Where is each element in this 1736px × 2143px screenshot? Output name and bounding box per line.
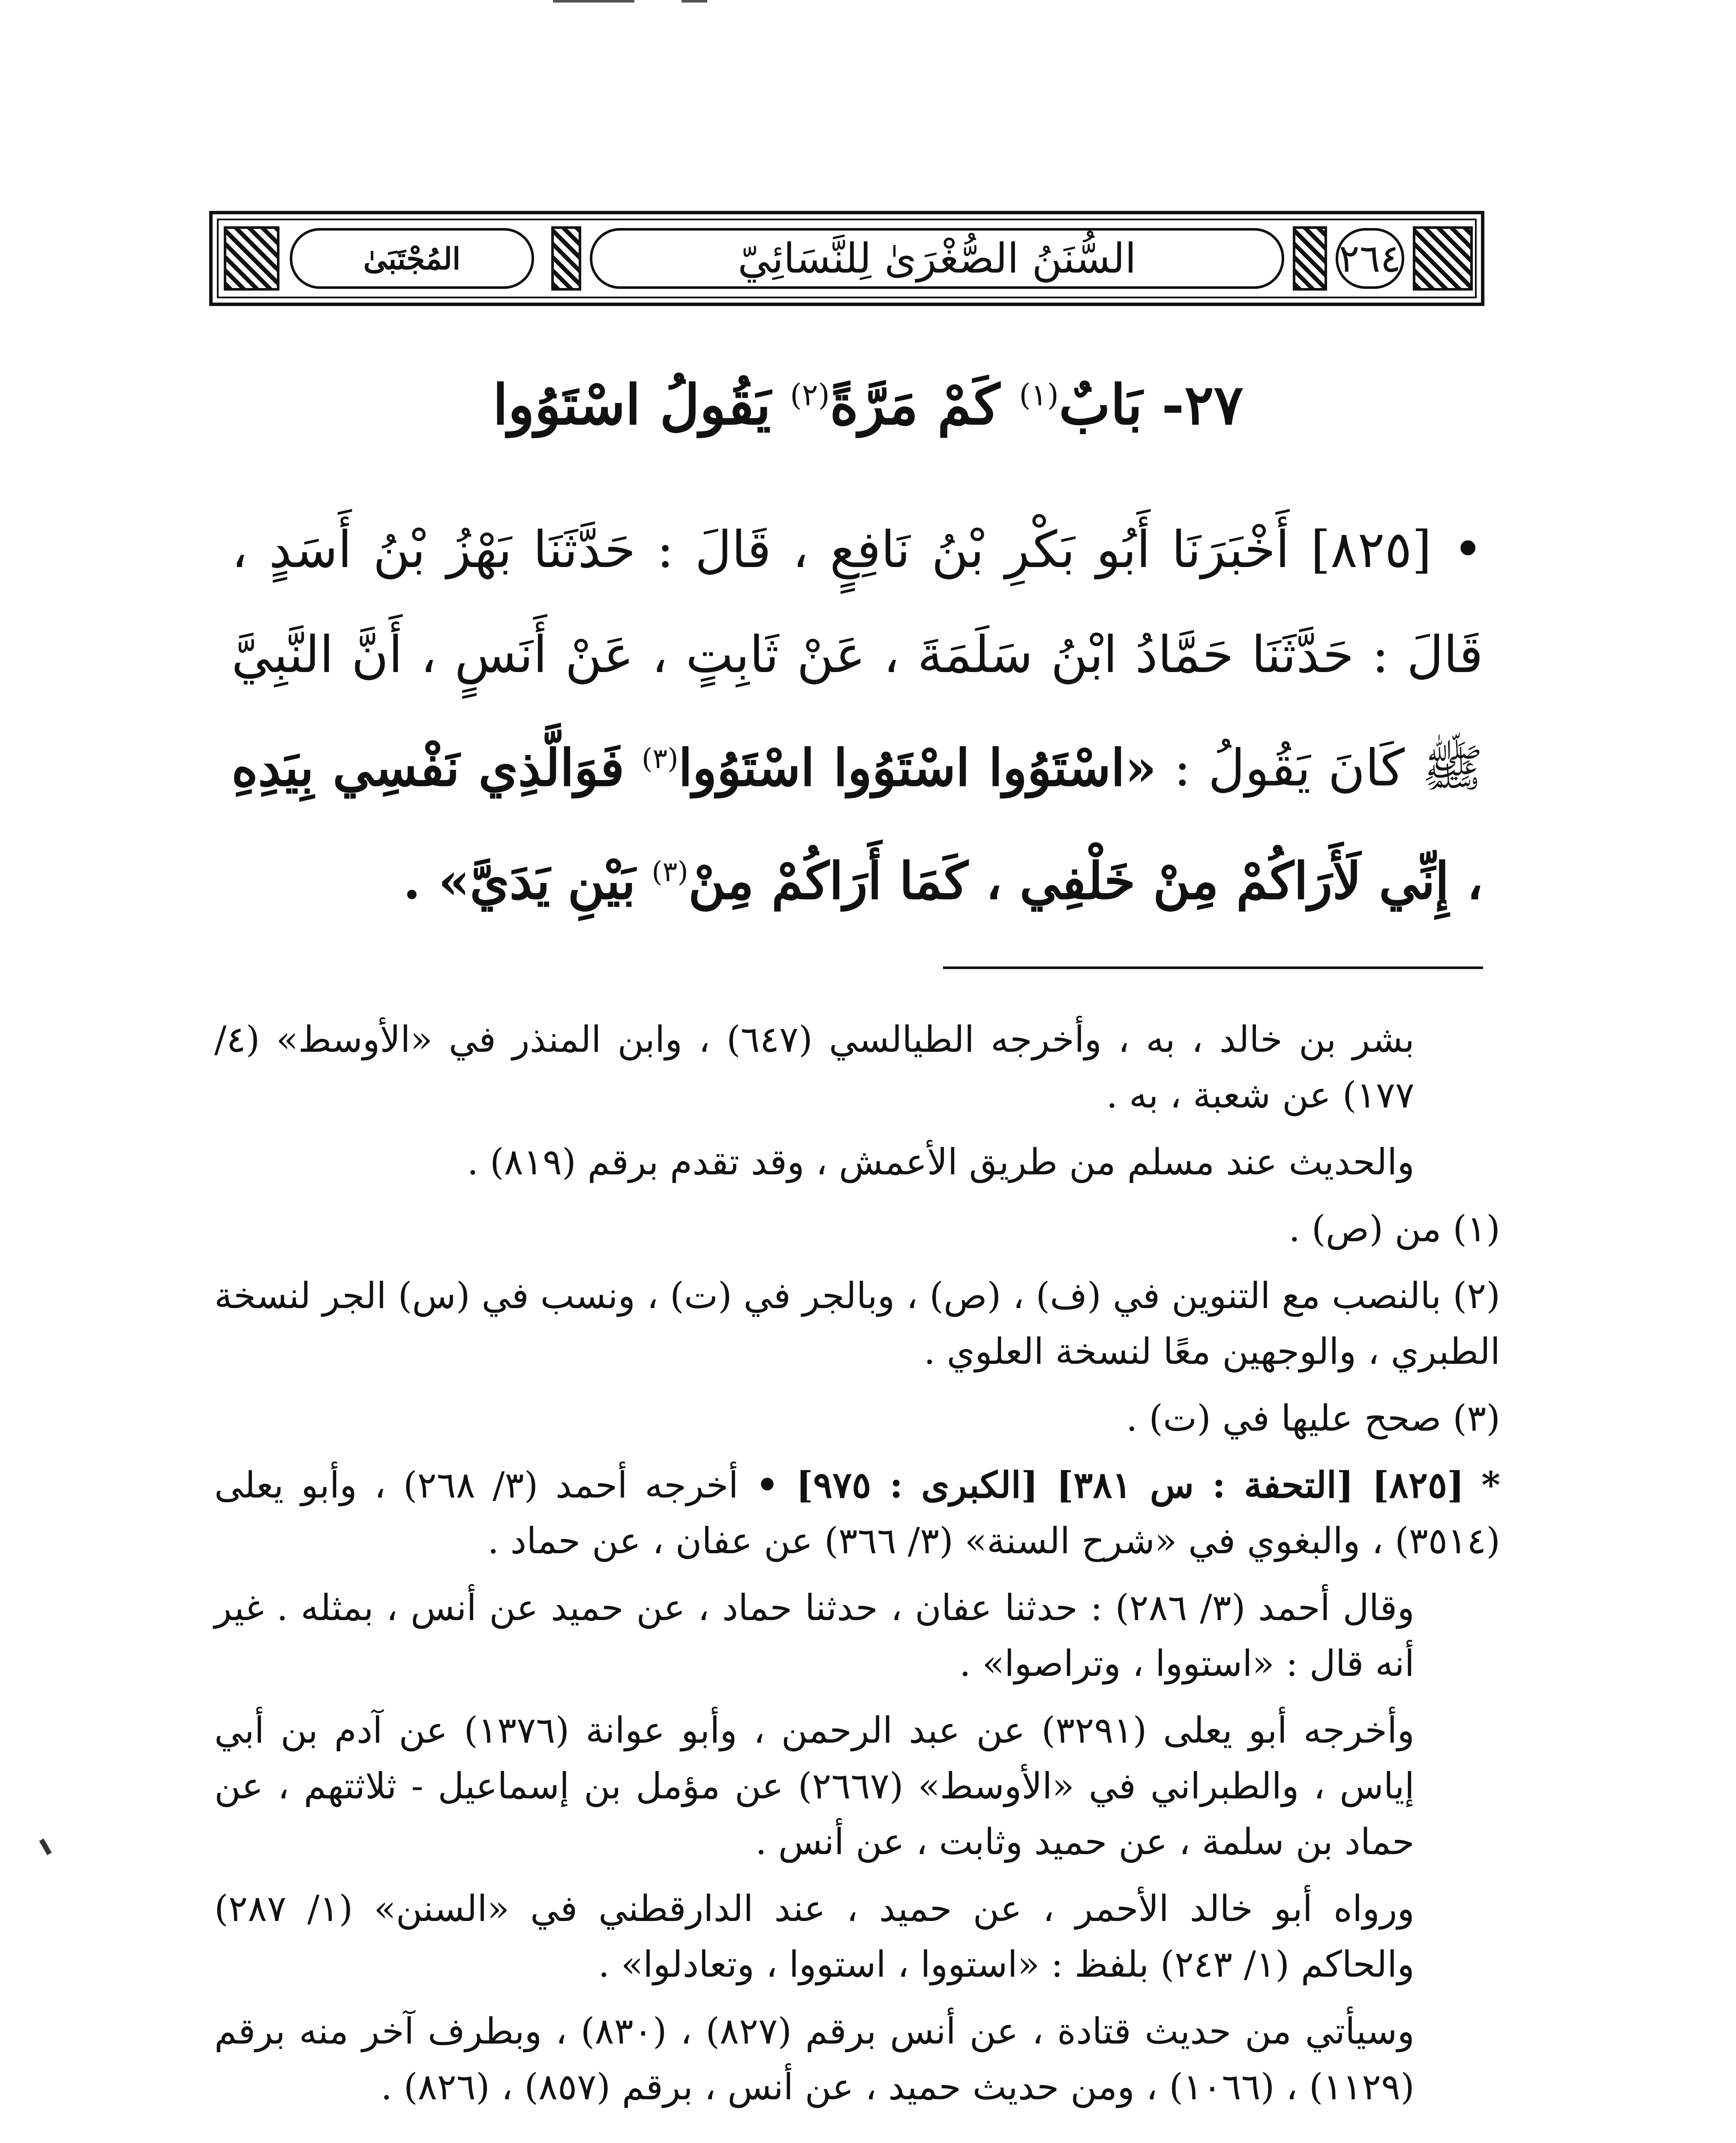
ornament-icon bbox=[1413, 226, 1473, 291]
isnad: أَبُو بَكْرِ بْنُ نَافِعٍ ، قَالَ : حَدَّثَنَا بَهْزُ بْنُ أَسَدٍ ، قَالَ : حَدَّثَنَا حَمَّادُ ابْنُ سَلَمَةَ ، عَنْ ثَابِتٍ ، عَنْ أَنَسٍ ، أَنَّ النَّبِيَّ ﷺ كَانَ يَقُولُ : bbox=[231, 520, 1483, 798]
star-icon: * bbox=[1481, 1464, 1501, 1506]
scan-mark bbox=[39, 1839, 51, 1855]
footnote-ref: (١) bbox=[1019, 377, 1059, 413]
chapter-number: ٢٧- bbox=[1161, 373, 1243, 437]
footnotes bbox=[214, 1011, 1500, 2126]
matn: بَيْنِ يَدَيَّ bbox=[470, 851, 636, 911]
book-seal bbox=[290, 228, 534, 289]
footnote-ref: (٣) bbox=[642, 743, 679, 775]
quote-mark: » . bbox=[403, 851, 470, 911]
book-title: السُّنَنُ الصُّغْرَىٰ لِلنَّسَائِيّ bbox=[738, 234, 1136, 282]
hadith-text bbox=[231, 497, 1483, 933]
footnote-continuation: بشر بن خالد ، به ، وأخرجه الطيالسي (٦٤٧) ، وابن المنذر في «الأوسط» (٤/ ١٧٧) عن شعبة ، به . bbox=[214, 1018, 1415, 1116]
takhrij-text: أخرجه أحمد (٣/ ٢٦٨) ، وأبو يعلى (٣٥١٤) ، والبغوي في «شرح السنة» (٣/ ٣٦٦) عن عفان ، عن حماد . bbox=[214, 1464, 1500, 1562]
ikhbar: أَخْبَرَنَا bbox=[1171, 520, 1290, 579]
footnote-3: (٣) صحح عليها في (ت) . bbox=[1126, 1397, 1500, 1439]
takhrij-entry bbox=[214, 1457, 1500, 1569]
takhrij-paragraph: وأخرجه أبو يعلى (٣٢٩١) عن عبد الرحمن ، وأبو عوانة (١٣٧٦) عن آدم بن أبي إياس ، والطبراني في «الأوسط» (٢٦٦٧) عن مؤمل بن إسماعيل - ثلاثتهم ، عن حماد بن سلمة ، عن حميد وثابت ، عن أنس . bbox=[214, 1709, 1415, 1863]
footnote-2: (٢) بالنصب مع التنوين في (ف) ، (ص) ، وبالجر في (ت) ، ونسب في (س) الجر لنسخة الطبري ، والوجهين معًا لنسخة العلوي . bbox=[214, 1275, 1500, 1372]
chapter-word: يَقُولُ اسْتَوُوا bbox=[493, 373, 771, 437]
matn: اسْتَوُوا اسْتَوُوا اسْتَوُوا bbox=[678, 738, 1125, 798]
seal-text: المُجْتَبَىٰ bbox=[363, 240, 461, 276]
takhrij-paragraph: ورواه أبو خالد الأحمر ، عن حميد ، عند الدارقطني في «السنن» (١/ ٢٨٧) والحاكم (١/ ٢٤٣) بلفظ : «استووا ، استووا ، وتعادلوا» . bbox=[214, 1888, 1415, 1985]
page-number: ٢٦٤ bbox=[1339, 236, 1401, 281]
footnote-ref: (٢) bbox=[790, 377, 830, 413]
scan-mark bbox=[553, 0, 634, 3]
matn: فَوَالَّذِي نَفْسِي بِيَدِهِ ، إِنِّي لَأَرَاكُمْ مِنْ خَلْفِي ، كَمَا أَرَاكُمْ مِنْ bbox=[231, 738, 1483, 911]
ornament-icon bbox=[1293, 226, 1327, 291]
chapter-word: بَابٌ bbox=[1059, 373, 1143, 437]
page-number-cartouche bbox=[1336, 228, 1404, 289]
chapter-heading bbox=[300, 373, 1436, 437]
footnote-ref: (٣) bbox=[652, 856, 688, 888]
footnote-continuation: والحديث عند مسلم من طريق الأعمش ، وقد تقدم برقم (٨١٩) . bbox=[467, 1141, 1415, 1183]
title-cartouche bbox=[590, 228, 1284, 289]
bullet-icon: • bbox=[1453, 520, 1483, 579]
scan-mark bbox=[682, 0, 707, 3]
ornament-icon bbox=[551, 226, 581, 291]
chapter-word: كَمْ مَرَّةً bbox=[829, 373, 1000, 437]
takhrij-ref: [٨٢٥] [التحفة : س ٣٨١] [الكبرى : ٩٧٥] bbox=[796, 1464, 1464, 1506]
bullet-icon: • bbox=[756, 1464, 779, 1506]
footnote-1: (١) من (ص) . bbox=[1288, 1208, 1500, 1250]
takhrij-paragraph: وقال أحمد (٣/ ٢٨٦) : حدثنا عفان ، حدثنا حماد ، عن حميد عن أنس ، بمثله . غير أنه قال : «استووا ، وتراصوا» . bbox=[214, 1587, 1415, 1684]
quote-mark: « bbox=[1125, 738, 1157, 798]
footnote-divider bbox=[943, 966, 1483, 969]
ornament-icon bbox=[224, 226, 279, 291]
takhrij-paragraph: وسيأتي من حديث قتادة ، عن أنس برقم (٨٢٧) ، (٨٣٠) ، وبطرف آخر منه برقم (١١٢٩) ، (١٠٦٦) ، ومن حديث حميد ، عن أنس ، برقم (٨٥٧) ، (٨٢٦) . bbox=[214, 2010, 1415, 2108]
page-header bbox=[209, 211, 1484, 306]
hadith-ref: [٨٢٥] bbox=[1310, 520, 1432, 579]
